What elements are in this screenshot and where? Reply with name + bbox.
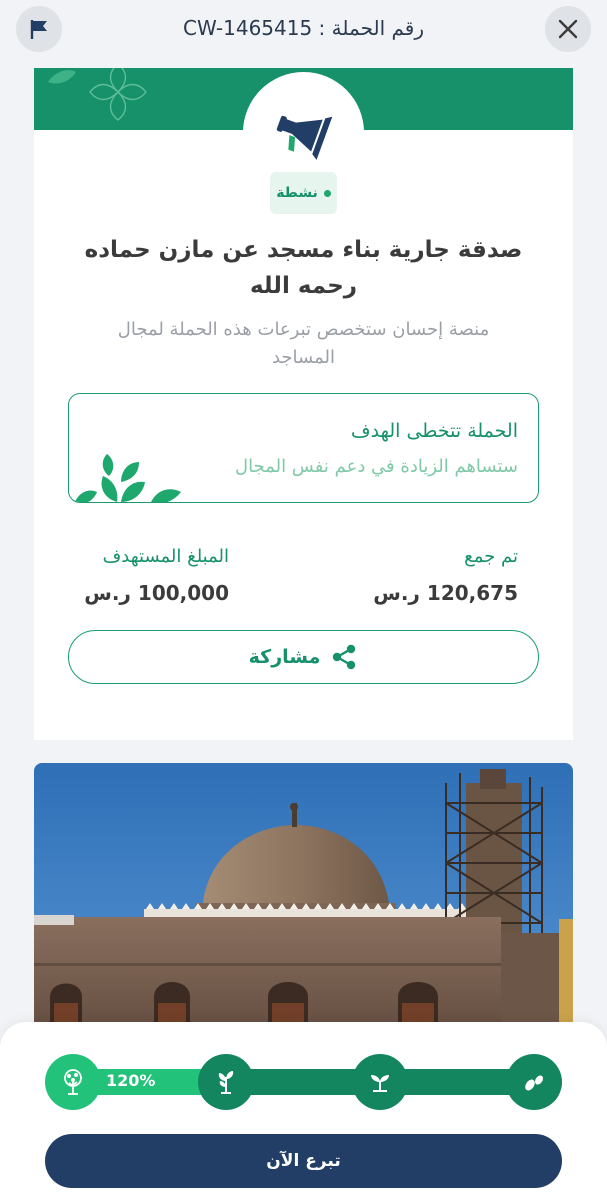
raised-value: 120,675 ر.س	[373, 581, 518, 605]
status-label: نشطة	[276, 185, 318, 201]
campaign-subtitle: منصة إحسان ستخصص تبرعات هذه الحملة لمجال المساجد	[117, 319, 490, 368]
share-icon	[330, 643, 358, 671]
donate-now-button[interactable]: تبرع الآن	[45, 1134, 562, 1188]
close-icon	[557, 18, 579, 40]
campaign-title: صدقة جارية بناء مسجد عن مازن حماده رحمه الله	[84, 237, 523, 299]
leaf-pattern-icon	[46, 68, 156, 124]
seeds-icon	[521, 1069, 547, 1095]
campaign-id: رقم الحملة : CW-1465415	[182, 16, 425, 40]
goal-exceeded-notice	[68, 393, 539, 503]
sprout-icon	[367, 1069, 393, 1095]
mosque-image	[34, 763, 573, 1063]
close-button[interactable]	[545, 6, 591, 52]
share-label: مشاركة	[248, 646, 321, 668]
milestone-seeds	[506, 1054, 562, 1110]
target-stat	[84, 546, 229, 605]
target-label: المبلغ المستهدف	[102, 546, 229, 567]
milestone-sapling	[198, 1054, 254, 1110]
campaign-photo	[34, 763, 573, 1063]
milestone-tree	[45, 1054, 101, 1110]
target-value: 100,000 ر.س	[84, 581, 229, 605]
goal-notice-text: ستساهم الزيادة في دعم نفس المجال	[235, 456, 518, 477]
goal-notice-title: الحملة تتخطى الهدف	[350, 420, 518, 442]
campaign-card	[34, 68, 573, 740]
status-badge	[270, 172, 337, 214]
leaf-decoration-icon	[69, 452, 189, 503]
donation-panel	[0, 1022, 607, 1200]
raised-stat	[373, 546, 518, 605]
raised-label: تم جمع	[464, 546, 518, 567]
status-dot	[324, 190, 331, 197]
milestone-sprout	[352, 1054, 408, 1110]
tree-icon	[58, 1067, 88, 1097]
top-bar	[0, 0, 607, 62]
sapling-icon	[213, 1069, 239, 1095]
megaphone-icon	[273, 102, 335, 164]
share-button[interactable]	[68, 630, 539, 684]
progress-percent: 120%	[106, 1071, 156, 1090]
